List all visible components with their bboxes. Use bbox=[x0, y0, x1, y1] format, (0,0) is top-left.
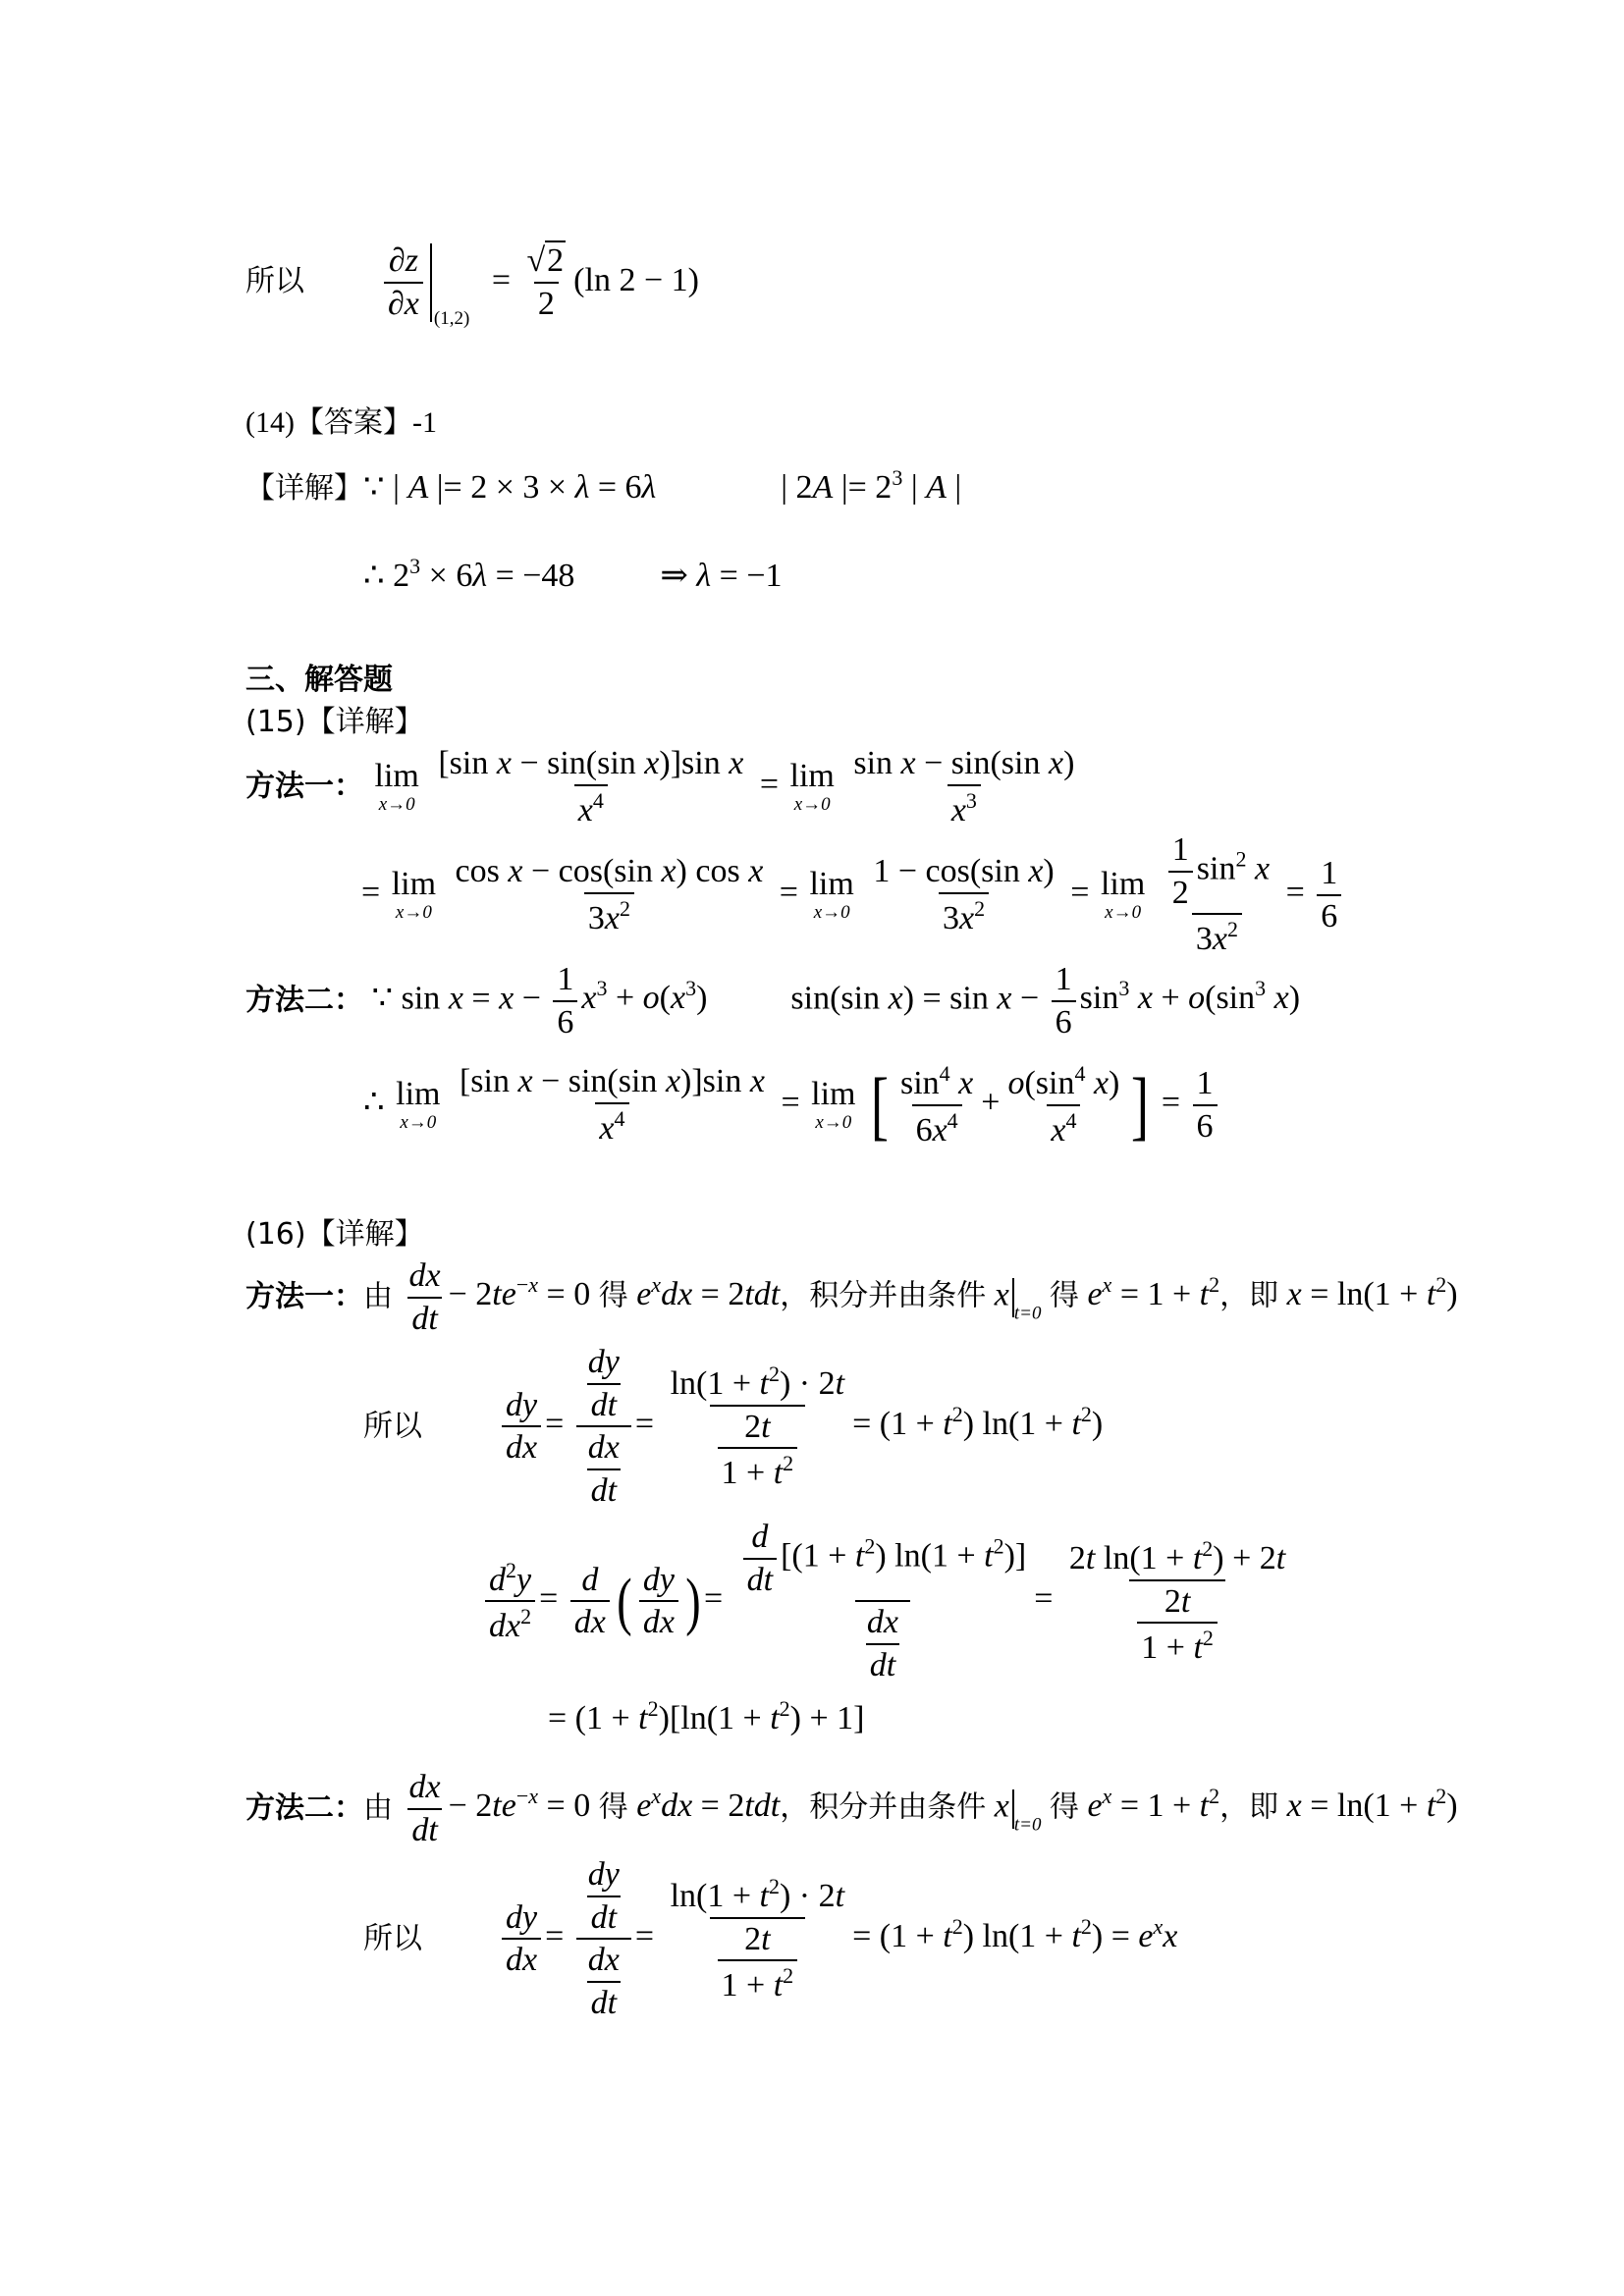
q15-method2-line1: 方法二： ∵ sin x = x − $\frac{1}{6}$ $x^3 + o(x^3)$ sin(sin x) = sin x − $\frac{1}{6}$ $\sin^3 x + o(\sin^3$ x) bbox=[245, 961, 1301, 1041]
detail-14-line2: ∴ $2^3 \times 6\lambda = -48$ ⇒ λ = −1 bbox=[363, 554, 783, 594]
q16-method1-line4: = $(1 + t^2)[\ln(1 + t^2) + 1]$ bbox=[548, 1696, 865, 1736]
q16-method2-line1: 方法二：由 $\frac{dx}{dt}$ − $2te^{-x} = 0$ 得 $e^xdx = 2tdt$，积分并由条件 $x_{t=0}$ 得 $e^x = 1 + t^2$，即 $x = \ln(1 + t^2)$ bbox=[245, 1769, 1458, 1848]
detail-14-head: 【详解】 bbox=[245, 471, 363, 506]
q16-method1-line2: 所以 $\frac{dy}{dx}$ = $\frac{\frac{dy}{dt}}{\frac{dx}{dt}}$ = $\frac{\ln(1 + t^2) \cdot 2t}{\frac{2t}{1 + t^2}}$ = $(1 + t^2)$ $\ln(1 + t^2)$ bbox=[363, 1344, 1104, 1510]
answer-14-line bbox=[245, 405, 437, 439]
q15-method1-line2: = lim x→0 $\frac{\text{cos x − cos(sin x) cos x}}{3x^2}$ = lim x→0 $\frac{\text{1 − cos(sin x)}}{3x^2}$ = lim x→0 $\frac{1}{2}$ $\sin^2 x$ $3x^2$ = $\frac{1}{6}$ bbox=[361, 832, 1345, 957]
method-one-label: 方法一： bbox=[245, 769, 363, 804]
detail-14-line1: 【详解】∵ | A |= 2 × 3 × λ = 6λ | 2A |= $2^3$ | A | bbox=[245, 465, 962, 506]
q15-method1-line1: 方法一： lim x→0 $\frac{\text{[sin x − sin(sin x)]sin x}}{x^4}$ = lim x→0 $\frac{\text{sin x − sin(sin x)}}{x^3}$ bbox=[245, 745, 1075, 828]
answer-14-head: (14)【答案】 bbox=[245, 406, 412, 439]
q16-method2-line2: 所以 $\frac{dy}{dx}$ = $\frac{\frac{dy}{dt}}{\frac{dx}{dt}}$ = $\frac{\ln(1 + t^2) \cdot 2t}{\frac{2t}{1 + t^2}}$ = $(1 + t^2)$ $\ln(1 + t^2) = e^xx$ bbox=[363, 1856, 1178, 2022]
q16-method1-line1: 方法一：由 $\frac{dx}{dt}$ − $2te^{-x} = 0$ 得 $e^xdx = 2tdt$，积分并由条件 $x_{t=0}$ 得 $e^x = 1 + t^2$，即 $x = \ln(1 + t^2)$ bbox=[245, 1257, 1458, 1337]
q15-method2-line2: ∴ lim x→0 $\frac{\text{[sin x − sin(sin x)]sin x}}{x^4}$ = lim x→0 [ $\frac{\sin^4 x}{6x^4}$ + $\frac{o(\sin^4 x)}{x^4}$ ] = $\frac{1}{6}$ bbox=[363, 1062, 1221, 1148]
label-so: 所以 bbox=[245, 263, 304, 298]
q15-head: (15)【详解】 bbox=[245, 705, 424, 739]
q16-method1-line3: $\frac{d^2y}{dx^2}$ = $\frac{d}{dx}$ ( $\frac{dy}{dx}$ )= $\frac{d}{dt}$ [$(1 + t^2)$ $\ln(1 + t^2)$] $\frac{dx}{dt}$ = $\frac{2t \ln(1 + t^2) + 2t}{\frac{2t}{1 + t^2}}$ bbox=[481, 1520, 1293, 1683]
method-two-label: 方法二： bbox=[245, 983, 363, 1018]
q16-head: (16)【详解】 bbox=[245, 1217, 424, 1252]
section-three-title: 三、解答题 bbox=[245, 663, 393, 697]
eq-partial-derivative: 所以 $\frac{\partial z}{\partial x}$ $_{(1,2)}$ = $\frac{√2}{2}$ (ln 2 − 1) bbox=[245, 242, 699, 329]
answer-14-value: -1 bbox=[411, 406, 437, 439]
